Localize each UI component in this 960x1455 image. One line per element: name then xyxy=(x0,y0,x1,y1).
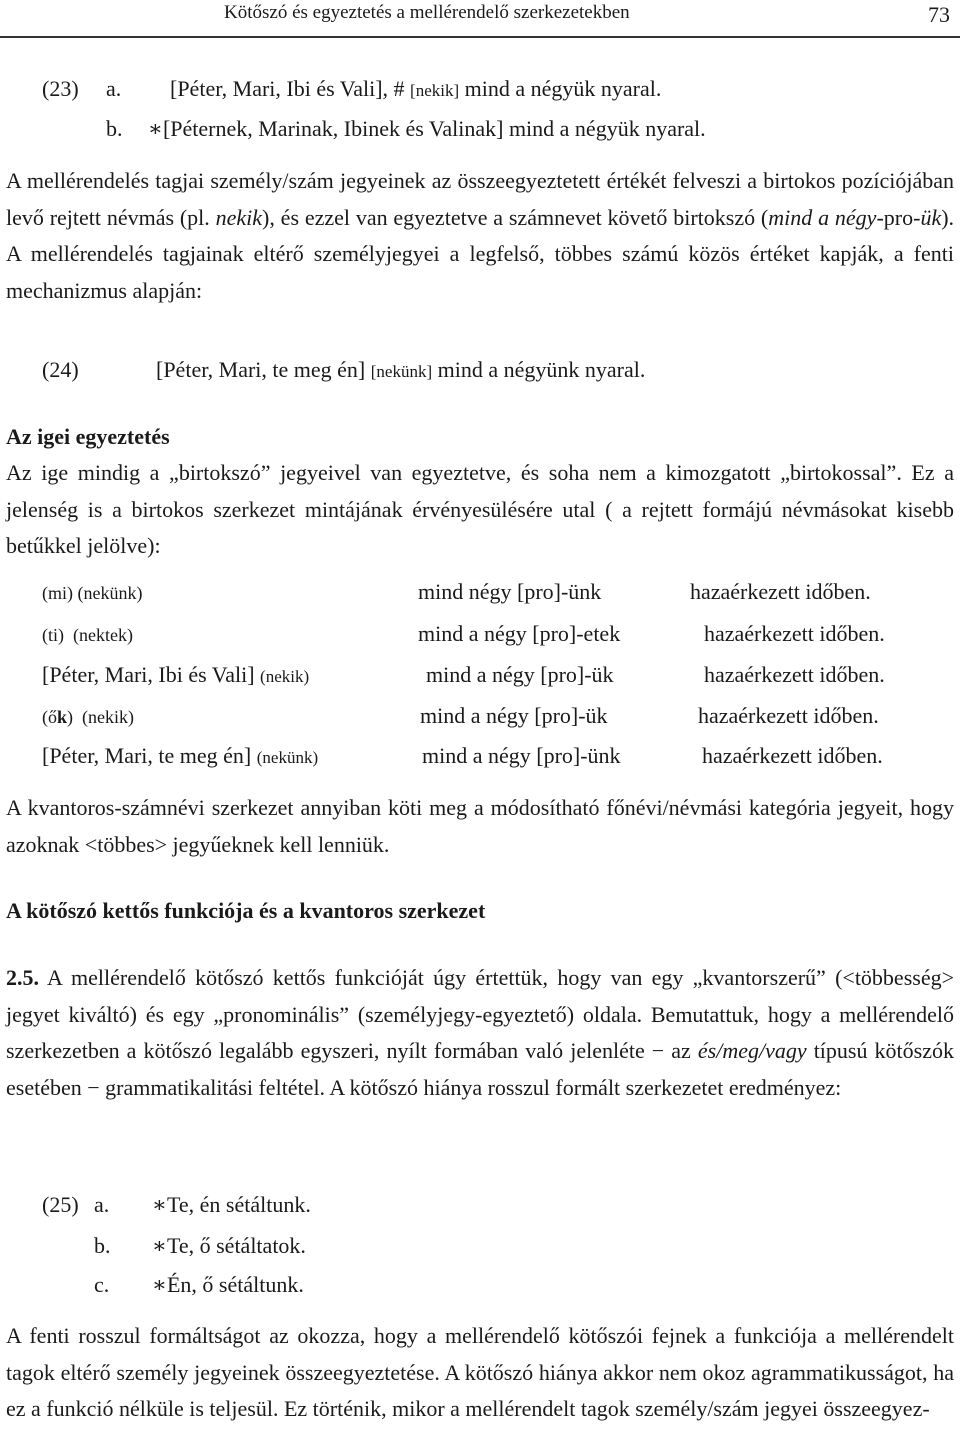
example-25a-label: a. xyxy=(94,1192,110,1217)
table-row-2-quantifier: mind a négy [pro]-etek xyxy=(418,621,621,646)
table-row-5-subject: [Péter, Mari, te meg én] (nekünk) xyxy=(42,743,319,768)
table-row-1-quantifier: mind négy [pro]-ünk xyxy=(418,579,602,604)
section-heading-verbal-agreement: Az igei egyeztetés xyxy=(6,424,170,449)
running-title: Kötőszó és egyeztetés a mellérendelő szerkezetekben xyxy=(224,2,630,23)
page-number: 73 xyxy=(928,2,950,27)
table-row-1-pronoun: (mi) (nekünk) xyxy=(42,583,143,603)
example-25c-text: ∗Én, ő sétáltunk. xyxy=(152,1272,304,1297)
example-25c-label: c. xyxy=(94,1272,110,1297)
table-row-4-quantifier: mind a négy [pro]-ük xyxy=(420,703,608,728)
example-23a-text: [Péter, Mari, Ibi és Vali], # [nekik] mind a négyük nyaral. xyxy=(170,76,662,101)
example-25b-text: ∗Te, ő sétáltatok. xyxy=(152,1233,306,1258)
table-row-2-verb: hazaérkezett időben. xyxy=(704,621,885,646)
running-header xyxy=(0,0,960,38)
paragraph-3: A kvantoros-számnévi szerkezet annyiban köti meg a módosítható főnévi/névmási kategória jegyeit, hogy azoknak <többes> jegyűeknek kell lenniük. xyxy=(6,795,954,857)
example-23-number: (23) xyxy=(42,76,79,101)
table-row-5-verb: hazaérkezett időben. xyxy=(702,743,883,768)
paragraph-5: A fenti rosszul formáltságot az okozza, hogy a mellérendelő kötőszói fejnek a funkciója a mellérendelt tagok eltérő személy jegyeinek összeegyeztetése. A kötőszó hiánya akkor nem okoz agrammatikusságot, ha ez a funkció nélküle is teljesül. Ez történik, mikor a mellérendelt tagok személy/szám jegyei összeegyez- xyxy=(6,1323,954,1421)
paragraph-4: 2.5. A mellérendelő kötőszó kettős funkcióját úgy értettük, hogy van egy „kvantorszerű” (<többesség> jegyet kiváltó) és egy „pronominális” (személyjegy-egyeztető) oldala. Bemutattuk, hogy a mellérendelő szerkezetben a kötőszó legalább egyszeri, nyílt formában való jelenléte − az és/meg/vagy típusú kötőszók esetében − grammatikalitási feltétel. A kötőszó hiánya rosszul formált szerkezetet eredményez: xyxy=(6,965,954,1100)
table-row-3-verb: hazaérkezett időben. xyxy=(704,662,885,687)
example-23a-label: a. xyxy=(106,76,122,101)
table-row-4-pronoun: (ők) (nekik) xyxy=(42,707,134,727)
example-25b-label: b. xyxy=(94,1233,111,1258)
table-row-3-subject: [Péter, Mari, Ibi és Vali] (nekik) xyxy=(42,662,310,687)
example-25-number: (25) xyxy=(42,1192,79,1217)
example-24-text: [Péter, Mari, te meg én] [nekünk] mind a négyünk nyaral. xyxy=(156,357,646,382)
table-row-4-verb: hazaérkezett időben. xyxy=(698,703,879,728)
paragraph-1: A mellérendelés tagjai személy/szám jegyeinek az összeegyeztetett értékét felveszi a birtokos pozíciójában levő rejtett névmás (pl. nekik), és ezzel van egyeztetve a számnevet követő birtokszó (mind a négy-pro-ük). A mellérendelés tagjainak eltérő személyjegyei a legfelső, többes számú közös értéket kapják, a fenti mechanizmus alapján: xyxy=(6,168,955,303)
example-23b-text: ∗[Péternek, Marinak, Ibinek és Valinak] mind a négyük nyaral. xyxy=(148,116,706,141)
table-row-3-quantifier: mind a négy [pro]-ük xyxy=(426,662,614,687)
table-row-1-verb: hazaérkezett időben. xyxy=(690,579,871,604)
example-24-number: (24) xyxy=(42,357,79,382)
example-23b-label: b. xyxy=(106,116,123,141)
example-25a-text: ∗Te, én sétáltunk. xyxy=(152,1192,311,1217)
section-heading-conjunction-function: A kötőszó kettős funkciója és a kvantoros szerkezet xyxy=(6,898,486,923)
table-row-5-quantifier: mind a négy [pro]-ünk xyxy=(422,743,621,768)
table-row-2-pronoun: (ti) (nektek) xyxy=(42,625,133,645)
paragraph-2: Az ige mindig a „birtokszó” jegyeivel van egyeztetve, és soha nem a kimozgatott „birtokossal”. Ez a jelenség is a birtokos szerkezet mintájának érvényesülésére utal ( a rejtett formájú névmásokat kisebb betűkkel jelölve): xyxy=(6,460,954,558)
